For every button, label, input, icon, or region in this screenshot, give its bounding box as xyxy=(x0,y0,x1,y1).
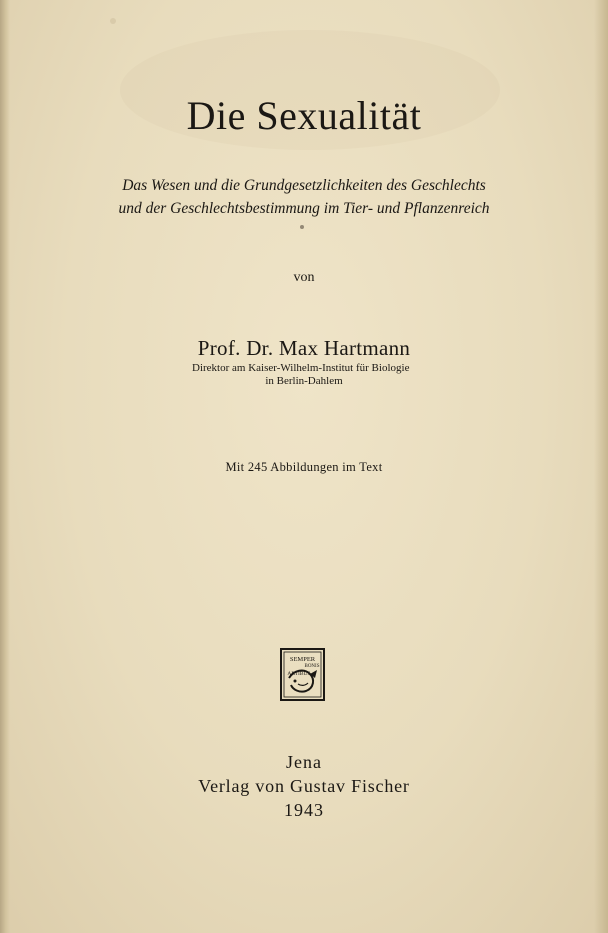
by-label: von xyxy=(293,270,315,285)
author-name: Prof. Dr. Max Hartmann xyxy=(197,336,411,360)
emblem-motto-line-2: BONIS xyxy=(304,664,320,669)
publisher-emblem-icon xyxy=(280,648,325,701)
subtitle-line-2: und der Geschlechtsbestimmung im Tier- und Pflanzenreich xyxy=(118,200,490,217)
illustrations-note: Mit 245 Abbildungen im Text xyxy=(225,460,383,474)
imprint-city: Jena xyxy=(286,752,322,772)
emblem-motto-line-3: ARTIBUS xyxy=(287,671,311,677)
page-speck xyxy=(300,225,304,229)
author-affiliation-line-2: in Berlin-Dahlem xyxy=(265,375,343,387)
emblem-motto-line-1: SEMPER xyxy=(289,656,316,663)
book-title: Die Sexualität xyxy=(186,93,422,138)
subtitle-line-1: Das Wesen und die Grundgesetzlichkeiten des Geschlechts xyxy=(122,177,486,194)
imprint-year: 1943 xyxy=(284,800,324,820)
page-stain xyxy=(110,18,116,24)
imprint-publisher: Verlag von Gustav Fischer xyxy=(198,776,410,796)
author-affiliation-line-1: Direktor am Kaiser-Wilhelm-Institut für Biologie xyxy=(192,362,410,374)
